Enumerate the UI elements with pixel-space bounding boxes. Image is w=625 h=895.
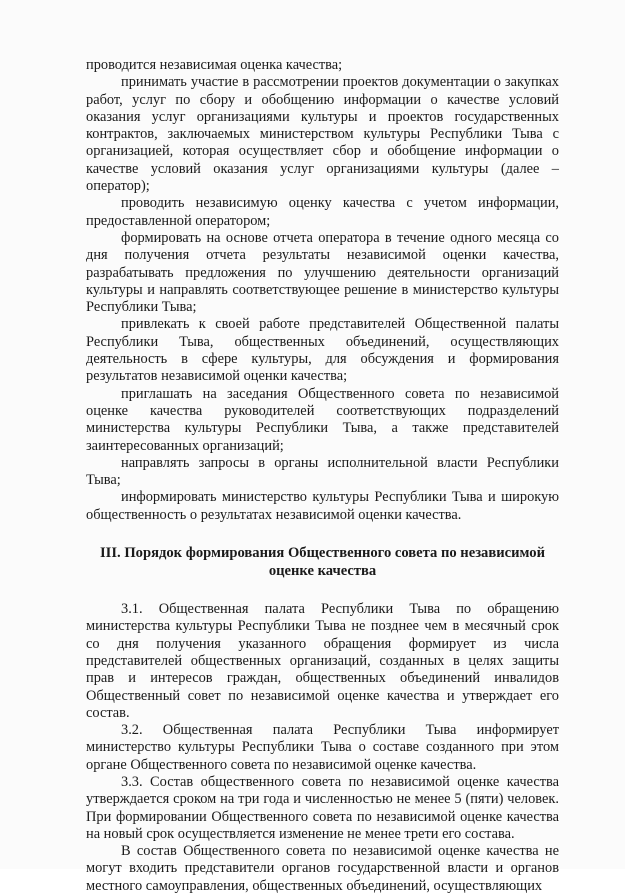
paragraph-participate-procurement: принимать участие в рассмотрении проектов документации о закупках работ, услуг по сбору и обобщению информации о качестве условий оказания услуг организациями культуры и проектов государственных контрактов, заключаемых министерством культуры Республики Тыва с организацией, которая осуществляет сбор и обобщение информации о качестве условий оказания услуг организациями культуры (далее – оператор); — [86, 74, 559, 195]
paragraph-involve-representatives: привлекать к своей работе представителей Общественной палаты Республики Тыва, общественных объединений, осуществляющих деятельность в сфере культуры, для обсуждения и формирования результатов независимой оценки качества; — [86, 316, 559, 385]
document-body — [86, 57, 559, 895]
clause-3-2: 3.2. Общественная палата Республики Тыва информирует министерство культуры Республики Тыва о составе созданного при этом органе Общественного совета по независимой оценке качества. — [86, 722, 559, 773]
paragraph-form-results: формировать на основе отчета оператора в течение одного месяца со дня получения отчета результаты независимой оценки качества, разрабатывать предложения по улучшению деятельности организаций культуры и направлять соответствующее решение в министерство культуры Республики Тыва; — [86, 229, 559, 316]
paragraph-invite-to-meetings: приглашать на заседания Общественного совета по независимой оценке качества руководителей соответствующих подразделений министерства культуры Республики Тыва, а также представителей заинтересованных организаций; — [86, 385, 559, 454]
paragraph-composition-restrictions: В состав Общественного совета по независимой оценке качества не могут входить представители органов государственной власти и органов местного самоуправления, общественных объединений, осуществляющих — [86, 843, 559, 894]
paragraph-send-requests: направлять запросы в органы исполнительной власти Республики Тыва; — [86, 454, 559, 489]
clause-3-1: 3.1. Общественная палата Республики Тыва по обращению министерства культуры Республики Тыва не позднее чем в месячный срок со дня получения указанного обращения формирует из числа представителей общественных организаций, созданных в целях защиты прав и интересов граждан, общественных объединений инвалидов Общественный совет по независимой оценке качества и утверждает его состав. — [86, 601, 559, 721]
clause-3-3: 3.3. Состав общественного совета по независимой оценке качества утверждается сроком на три года и численностью не менее 5 (пяти) человек. При формировании Общественного совета по независимой оценке качества на новый срок осуществляется изменение не менее трети его состава. — [86, 773, 559, 842]
section-heading: III. Порядок формирования Общественного совета по независимой оценке качества — [99, 545, 545, 579]
paragraph-conduct-assessment: проводить независимую оценку качества с учетом информации, предоставленной оператором; — [86, 195, 559, 229]
paragraph-inform-public: информировать министерство культуры Республики Тыва и широкую общественность о результатах независимой оценки качества. — [86, 489, 559, 523]
paragraph-continuation: проводится независимая оценка качества; — [86, 57, 343, 73]
